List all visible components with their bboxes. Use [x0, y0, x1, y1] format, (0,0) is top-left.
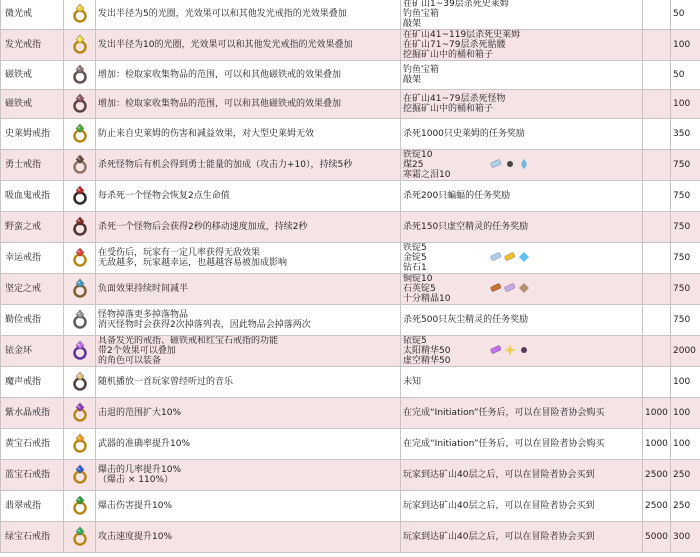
table-row	[1, 243, 700, 274]
ring-effect	[96, 150, 401, 181]
sell-price: 750	[671, 150, 700, 181]
ring-icon	[64, 150, 96, 181]
table-row	[1, 61, 700, 90]
ring-name: 发光戒指	[1, 30, 64, 61]
effect-line: 带2个效果可以叠加	[98, 346, 176, 356]
source-line: 在矿山41~79层杀死怪物	[403, 94, 506, 104]
purchase-price	[643, 243, 671, 274]
material-icon	[504, 158, 516, 173]
table-row	[1, 336, 700, 367]
ring-icon	[64, 243, 96, 274]
ring-name: 史莱姆戒指	[1, 119, 64, 150]
sell-price: 250	[671, 460, 700, 491]
effect-line: 的角色可以装备	[98, 356, 162, 366]
effect-line: 无敌越多，玩家越幸运，也越越容易被加成影响	[98, 258, 288, 268]
table-row	[1, 305, 700, 336]
ring-icon	[64, 90, 96, 119]
ring-name: 勤俭戒指	[1, 305, 64, 336]
ring-name: 紫水晶戒指	[1, 398, 64, 429]
effect-line: 击退的范围扩大10%	[98, 408, 182, 418]
sell-price: 250	[671, 491, 700, 522]
source-line: 在矿山1~39层杀死史莱姆	[403, 0, 509, 9]
sell-price: 750	[671, 212, 700, 243]
ring-name: 坚定之戒	[1, 274, 64, 305]
material-icons	[490, 282, 530, 297]
purchase-price	[643, 150, 671, 181]
table-row	[1, 274, 700, 305]
source-line: 在完成“Initiation”任务后，可以在冒险者协会购买	[403, 439, 605, 449]
ring-effect	[96, 212, 401, 243]
effect-line: 爆击的几率提升10%	[98, 465, 182, 475]
table-row	[1, 522, 700, 553]
effect-line: 防止来自史莱姆的伤害和减益效果，对大型史莱姆无效	[98, 129, 315, 139]
sell-price: 750	[671, 181, 700, 212]
source-line: 铁锭5	[403, 243, 427, 253]
ring-name: 吸血鬼戒指	[1, 181, 64, 212]
table-row	[1, 0, 700, 30]
source-line: 煤25	[403, 160, 424, 170]
effect-line: 在受伤后，玩家有一定几率获得无敌效果	[98, 248, 261, 258]
ring-icon	[64, 274, 96, 305]
ring-icon	[64, 522, 96, 553]
table-row	[1, 212, 700, 243]
material-icons	[490, 344, 530, 359]
effect-line: 负面效果持续时间减半	[98, 284, 189, 294]
material-icon	[490, 344, 502, 359]
source-line: 杀死150只虚空精灵的任务奖励	[403, 222, 529, 232]
ring-source	[401, 243, 643, 274]
source-line: 铁锭10	[403, 150, 433, 160]
purchase-price: 2500	[643, 491, 671, 522]
ring-source	[401, 90, 643, 119]
source-line: 玩家到达矿山40层之后，可以在冒险者协会买到	[403, 532, 595, 542]
ring-icon	[64, 0, 96, 30]
ring-name: 野蛮之戒	[1, 212, 64, 243]
source-line: 在矿山41~119层杀死史莱姆	[403, 30, 521, 40]
ring-source	[401, 522, 643, 553]
source-line: 铱锭5	[403, 336, 427, 346]
source-line: 铜锭10	[403, 274, 433, 284]
ring-source	[401, 61, 643, 90]
material-icon	[518, 344, 530, 359]
ring-icon	[64, 460, 96, 491]
ring-name: 幸运戒指	[1, 243, 64, 274]
source-line: 玩家到达矿山40层之后，可以在冒险者协会买到	[403, 501, 595, 511]
source-line: 十分精晶10	[403, 294, 451, 304]
purchase-price	[643, 181, 671, 212]
ring-source	[401, 0, 643, 30]
material-icon	[490, 251, 502, 266]
table-row	[1, 367, 700, 398]
table-row	[1, 181, 700, 212]
source-line: 杀死500只灰尘精灵的任务奖励	[403, 315, 529, 325]
ring-icon	[64, 119, 96, 150]
ring-name: 磁铁戒	[1, 61, 64, 90]
material-icon	[518, 158, 530, 173]
source-line: 金锭5	[403, 253, 427, 263]
sell-price: 100	[671, 398, 700, 429]
ring-name: 翡翠戒指	[1, 491, 64, 522]
ring-icon	[64, 181, 96, 212]
ring-icon	[64, 398, 96, 429]
source-line: 钓鱼宝箱	[403, 9, 440, 19]
purchase-price	[643, 212, 671, 243]
ring-source	[401, 119, 643, 150]
ring-source	[401, 460, 643, 491]
ring-source	[401, 181, 643, 212]
ring-icon	[64, 429, 96, 460]
material-icon	[518, 282, 530, 297]
effect-line: 爆击伤害提升10%	[98, 501, 173, 511]
source-line: 钓鱼宝箱	[403, 65, 440, 75]
ring-effect	[96, 61, 401, 90]
table-row	[1, 30, 700, 61]
source-line: 杀死1000只史莱姆的任务奖励	[403, 129, 525, 139]
purchase-price	[643, 90, 671, 119]
ring-effect	[96, 30, 401, 61]
sell-price: 2000	[671, 336, 700, 367]
ring-effect	[96, 367, 401, 398]
material-icon	[518, 251, 530, 266]
source-line: 敲架	[403, 19, 422, 29]
ring-name: 磁铁戒	[1, 90, 64, 119]
source-line: 寒霜之泪10	[403, 170, 451, 180]
effect-line: 发出半径为5的光圈，光效果可以和其他发光戒指的光效果叠加	[98, 9, 347, 19]
source-line: 虚空精华50	[403, 356, 451, 366]
sell-price: 50	[671, 0, 700, 30]
table-row	[1, 150, 700, 181]
source-line: 敲架	[403, 75, 422, 85]
effect-line: 随机播放一首玩家曾经听过的音乐	[98, 377, 234, 387]
purchase-price	[643, 30, 671, 61]
source-line: 钻石1	[403, 263, 427, 273]
ring-effect	[96, 336, 401, 367]
table-row	[1, 460, 700, 491]
effect-line: （爆击 × 110%）	[98, 475, 173, 485]
table-row	[1, 90, 700, 119]
material-icons	[490, 158, 530, 173]
purchase-price	[643, 274, 671, 305]
ring-icon	[64, 305, 96, 336]
ring-effect	[96, 243, 401, 274]
ring-name: 绿宝石戒指	[1, 522, 64, 553]
effect-line: 每杀死一个怪物会恢复2点生命值	[98, 191, 230, 201]
ring-effect	[96, 181, 401, 212]
ring-effect	[96, 305, 401, 336]
material-icon	[490, 158, 502, 173]
ring-name: 微光戒	[1, 0, 64, 30]
source-line: 在完成“Initiation”任务后，可以在冒险者协会购买	[403, 408, 605, 418]
ring-source	[401, 212, 643, 243]
ring-source	[401, 491, 643, 522]
source-line: 在矿山71~79层杀死骷髅	[403, 40, 506, 50]
purchase-price: 1000	[643, 429, 671, 460]
material-icon	[490, 282, 502, 297]
ring-name: 黄宝石戒指	[1, 429, 64, 460]
ring-icon	[64, 30, 96, 61]
ring-source	[401, 429, 643, 460]
sell-price: 750	[671, 305, 700, 336]
ring-source	[401, 30, 643, 61]
material-icon	[504, 251, 516, 266]
ring-effect	[96, 274, 401, 305]
ring-source	[401, 398, 643, 429]
ring-source	[401, 367, 643, 398]
sell-price: 750	[671, 274, 700, 305]
ring-icon	[64, 212, 96, 243]
ring-effect	[96, 0, 401, 30]
effect-line: 增加：检取家收集物品的范围，可以和其他磁铁戒的效果叠加	[98, 70, 342, 80]
sell-price: 100	[671, 429, 700, 460]
sell-price: 100	[671, 90, 700, 119]
effect-line: 武器的准确率提升10%	[98, 439, 191, 449]
material-icons	[490, 251, 530, 266]
table-row	[1, 491, 700, 522]
ring-name: 铱金环	[1, 336, 64, 367]
purchase-price	[643, 61, 671, 90]
ring-icon	[64, 336, 96, 367]
sell-price: 100	[671, 367, 700, 398]
ring-icon	[64, 367, 96, 398]
purchase-price	[643, 305, 671, 336]
ring-effect	[96, 119, 401, 150]
source-line: 玩家到达矿山40层之后，可以在冒险者协会买到	[403, 470, 595, 480]
ring-source	[401, 336, 643, 367]
effect-line: 杀死一个怪物后会获得2秒的移动速度加成，持续2秒	[98, 222, 308, 232]
ring-effect	[96, 398, 401, 429]
source-line: 杀死200只蝙蝠的任务奖励	[403, 191, 511, 201]
source-line: 挖掘矿山中的桶和箱子	[403, 104, 494, 114]
table-row	[1, 398, 700, 429]
purchase-price: 5000	[643, 522, 671, 553]
sell-price: 750	[671, 243, 700, 274]
ring-effect	[96, 90, 401, 119]
source-line: 太阳精华50	[403, 346, 451, 356]
purchase-price	[643, 119, 671, 150]
ring-effect	[96, 429, 401, 460]
effect-line: 发出半径为10的光圈，光效果可以和其他发光戒指的光效果叠加	[98, 40, 353, 50]
ring-source	[401, 305, 643, 336]
material-icon	[504, 344, 516, 359]
ring-effect	[96, 460, 401, 491]
effect-line: 怪物掉落更多掉落物品	[98, 310, 189, 320]
ring-effect	[96, 491, 401, 522]
ring-source	[401, 274, 643, 305]
ring-icon	[64, 61, 96, 90]
sell-price: 350	[671, 119, 700, 150]
material-icon	[504, 282, 516, 297]
ring-effect	[96, 522, 401, 553]
effect-line: 增加：检取家收集物品的范围，可以和其他磁铁戒的效果叠加	[98, 99, 342, 109]
effect-line: 消灭怪物时会获得2次掉落列表，因此物品会掉落两次	[98, 320, 311, 330]
table-row	[1, 429, 700, 460]
sell-price: 100	[671, 30, 700, 61]
purchase-price: 1000	[643, 398, 671, 429]
source-line: 未知	[403, 377, 422, 387]
sell-price: 300	[671, 522, 700, 553]
ring-icon	[64, 491, 96, 522]
purchase-price: 2500	[643, 460, 671, 491]
purchase-price	[643, 0, 671, 30]
source-line: 挖掘矿山中的桶和箱子	[403, 50, 494, 60]
ring-source	[401, 150, 643, 181]
ring-name: 蓝宝石戒指	[1, 460, 64, 491]
table-row	[1, 119, 700, 150]
rings-table-body	[1, 0, 700, 553]
ring-name: 勇士戒指	[1, 150, 64, 181]
ring-name: 魔声戒指	[1, 367, 64, 398]
purchase-price	[643, 367, 671, 398]
effect-line: 具备发光的戒指、磁铁戒和红宝石戒指的功能	[98, 336, 279, 346]
effect-line: 杀死怪物后有机会得到勇士能量的加成（攻击力+10），持续5秒	[98, 160, 353, 170]
purchase-price	[643, 336, 671, 367]
effect-line: 攻击速度提升10%	[98, 532, 173, 542]
sell-price: 50	[671, 61, 700, 90]
source-line: 石英锭5	[403, 284, 436, 294]
